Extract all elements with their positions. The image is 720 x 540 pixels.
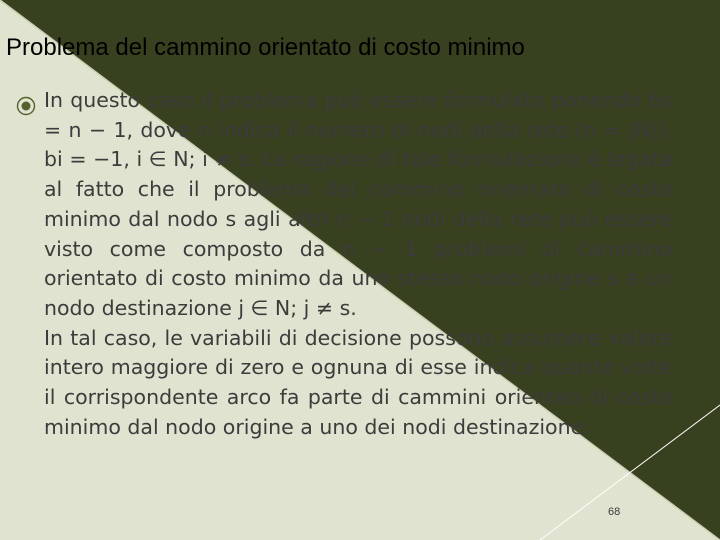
- slide-title: Problema del cammino orientato di costo minimo: [6, 34, 525, 61]
- circled-bullet-icon: [16, 96, 36, 116]
- page-number: 68: [608, 506, 621, 518]
- body-paragraph-2: In tal caso, le variabili di decisione possono assumere valore intero maggiore di zero e ognuna di esse indica quante volte il corrispondente arco fa parte di cammini orientati di costo minimo dal nodo origine a uno dei nodi destinazione.: [44, 325, 672, 439]
- slide-body: [44, 86, 672, 442]
- body-paragraph-1: In questo caso il problema può essere formulato ponendo bs = n − 1, dove n indica il numero di nodi della rete (n = |N|), bi = −1, i ∈ N; i ≠ s. La ragione di tale formulazione è legata al fatto che il problema del cammino orientato di costo minimo dal nodo s agli altri n − 1 nodi della rete può essere visto come composto da n − 1 problemi di cammino orientato di costo minimo da uno stesso nodo origine s a un nodo destinazione j ∈ N; j ≠ s.: [44, 88, 672, 320]
